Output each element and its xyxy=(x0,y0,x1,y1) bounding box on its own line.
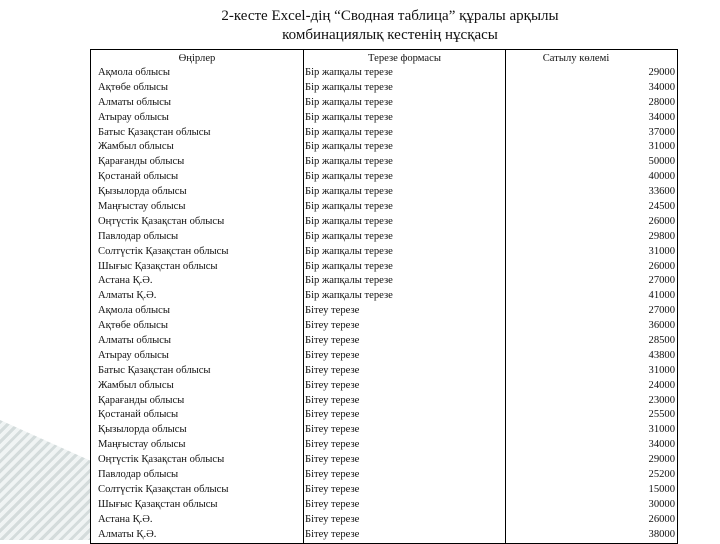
window-type-cell: Бітеу терезе xyxy=(305,498,360,510)
table-caption xyxy=(150,7,630,45)
table-row xyxy=(91,111,677,126)
table-row xyxy=(91,379,677,394)
window-type-cell: Бір жапқалы терезе xyxy=(305,260,393,272)
window-type-cell: Бір жапқалы терезе xyxy=(305,171,393,183)
table-row xyxy=(91,483,677,498)
table-row xyxy=(91,66,677,81)
sales-cell: 31000 xyxy=(648,364,675,376)
region-cell: Маңғыстау облысы xyxy=(98,201,186,213)
table-row xyxy=(91,468,677,483)
table-row xyxy=(91,170,677,185)
window-type-cell: Бітеу терезе xyxy=(305,513,360,525)
sales-cell: 34000 xyxy=(648,439,675,451)
table-row xyxy=(91,319,677,334)
table-row xyxy=(91,260,677,275)
table-row xyxy=(91,289,677,304)
sales-cell: 31000 xyxy=(648,141,675,153)
region-cell: Павлодар облысы xyxy=(98,230,179,242)
sales-cell: 23000 xyxy=(648,394,675,406)
region-cell: Қостанай облысы xyxy=(98,171,179,183)
sales-cell: 24500 xyxy=(648,201,675,213)
region-cell: Оңтүстік Қазақстан облысы xyxy=(98,454,225,466)
window-type-cell: Бітеу терезе xyxy=(305,394,360,406)
region-cell: Атырау облысы xyxy=(98,349,169,361)
sales-cell: 27000 xyxy=(648,305,675,317)
region-cell: Алматы Қ.Ә. xyxy=(98,528,157,540)
window-type-cell: Бітеу терезе xyxy=(305,439,360,451)
table-row xyxy=(91,96,677,111)
region-cell: Солтүстік Қазақстан облысы xyxy=(98,483,229,495)
window-type-cell: Бітеу терезе xyxy=(305,483,360,495)
table-row xyxy=(91,185,677,200)
region-cell: Ақмола облысы xyxy=(98,305,170,317)
region-cell: Ақмола облысы xyxy=(98,67,170,78)
sales-cell: 15000 xyxy=(648,483,675,495)
sales-cell: 28000 xyxy=(648,96,675,108)
table-row xyxy=(91,438,677,453)
table-row xyxy=(91,215,677,230)
region-cell: Алматы облысы xyxy=(98,96,172,108)
sales-cell: 29800 xyxy=(648,230,675,242)
window-type-cell: Бітеу терезе xyxy=(305,424,360,436)
sales-cell: 25200 xyxy=(648,469,675,481)
table-row xyxy=(91,498,677,513)
table-row xyxy=(91,200,677,215)
table-row xyxy=(91,334,677,349)
window-type-cell: Бір жапқалы терезе xyxy=(305,156,393,168)
region-cell: Павлодар облысы xyxy=(98,469,179,481)
sales-cell: 29000 xyxy=(648,454,675,466)
window-type-cell: Бір жапқалы терезе xyxy=(305,275,393,287)
sales-cell: 34000 xyxy=(648,81,675,93)
header-window-type: Терезе формасы xyxy=(368,53,441,64)
window-type-cell: Бітеу терезе xyxy=(305,409,360,421)
window-type-cell: Бір жапқалы терезе xyxy=(305,186,393,198)
table-row xyxy=(91,140,677,155)
region-cell: Маңғыстау облысы xyxy=(98,439,186,451)
table-row xyxy=(91,304,677,319)
window-type-cell: Бітеу терезе xyxy=(305,364,360,376)
table-row xyxy=(91,364,677,379)
table-row xyxy=(91,394,677,409)
header-region: Өңірлер xyxy=(178,53,216,64)
header-sales-volume: Сатылу көлемі xyxy=(542,53,610,64)
region-cell: Қарағанды облысы xyxy=(98,394,185,406)
sales-cell: 26000 xyxy=(648,215,675,227)
table-row xyxy=(91,245,677,260)
region-cell: Ақтөбе облысы xyxy=(98,320,168,332)
sales-cell: 26000 xyxy=(648,260,675,272)
table-body xyxy=(91,66,677,543)
table-row xyxy=(91,528,677,543)
window-type-cell: Бітеу терезе xyxy=(305,469,360,481)
region-cell: Қызылорда облысы xyxy=(98,424,187,436)
sales-cell: 36000 xyxy=(648,320,675,332)
sales-cell: 43800 xyxy=(648,349,675,361)
pivot-table xyxy=(90,49,678,544)
window-type-cell: Бітеу терезе xyxy=(305,454,360,466)
table-row xyxy=(91,513,677,528)
table-row xyxy=(91,126,677,141)
sales-cell: 40000 xyxy=(648,171,675,183)
region-cell: Батыс Қазақстан облысы xyxy=(98,126,211,138)
window-type-cell: Бір жапқалы терезе xyxy=(305,111,393,123)
table-row xyxy=(91,274,677,289)
table-row xyxy=(91,423,677,438)
window-type-cell: Бітеу терезе xyxy=(305,349,360,361)
table-row xyxy=(91,408,677,423)
sales-cell: 25500 xyxy=(648,409,675,421)
window-type-cell: Бітеу терезе xyxy=(305,528,360,540)
window-type-cell: Бір жапқалы терезе xyxy=(305,201,393,213)
region-cell: Қызылорда облысы xyxy=(98,186,187,198)
region-cell: Оңтүстік Қазақстан облысы xyxy=(98,215,225,227)
table-row xyxy=(91,155,677,170)
region-cell: Астана Қ.Ә. xyxy=(98,275,153,287)
region-cell: Ақтөбе облысы xyxy=(98,81,168,93)
sales-cell: 50000 xyxy=(648,156,675,168)
table-row xyxy=(91,230,677,245)
window-type-cell: Бітеу терезе xyxy=(305,335,360,347)
region-cell: Шығыс Қазақстан облысы xyxy=(98,260,218,272)
window-type-cell: Бітеу терезе xyxy=(305,379,360,391)
sales-cell: 27000 xyxy=(648,275,675,287)
window-type-cell: Бір жапқалы терезе xyxy=(305,126,393,138)
sales-cell: 33600 xyxy=(648,186,675,198)
window-type-cell: Бітеу терезе xyxy=(305,320,360,332)
sales-cell: 41000 xyxy=(648,290,675,302)
sales-cell: 28500 xyxy=(648,335,675,347)
window-type-cell: Бір жапқалы терезе xyxy=(305,96,393,108)
window-type-cell: Бір жапқалы терезе xyxy=(305,81,393,93)
table-row xyxy=(91,453,677,468)
region-cell: Қостанай облысы xyxy=(98,409,179,421)
sales-cell: 38000 xyxy=(648,528,675,540)
region-cell: Алматы Қ.Ә. xyxy=(98,290,157,302)
window-type-cell: Бір жапқалы терезе xyxy=(305,230,393,242)
sales-cell: 29000 xyxy=(648,67,675,78)
caption-line-2: комбинациялық кестенің нұсқасы xyxy=(282,27,498,43)
region-cell: Жамбыл облысы xyxy=(98,141,174,153)
table-row xyxy=(91,349,677,364)
region-cell: Солтүстік Қазақстан облысы xyxy=(98,245,229,257)
region-cell: Астана Қ.Ә. xyxy=(98,513,153,525)
sales-cell: 34000 xyxy=(648,111,675,123)
caption-line-1: 2-кесте Excel-дің “Сводная таблица” құралы арқылы xyxy=(221,8,559,24)
region-cell: Шығыс Қазақстан облысы xyxy=(98,498,218,510)
window-type-cell: Бір жапқалы терезе xyxy=(305,141,393,153)
window-type-cell: Бір жапқалы терезе xyxy=(305,67,393,78)
sales-cell: 30000 xyxy=(648,498,675,510)
window-type-cell: Бітеу терезе xyxy=(305,305,360,317)
sales-cell: 31000 xyxy=(648,245,675,257)
window-type-cell: Бір жапқалы терезе xyxy=(305,215,393,227)
table-row xyxy=(91,81,677,96)
region-cell: Батыс Қазақстан облысы xyxy=(98,364,211,376)
sales-cell: 37000 xyxy=(648,126,675,138)
sales-cell: 31000 xyxy=(648,424,675,436)
sales-cell: 26000 xyxy=(648,513,675,525)
region-cell: Атырау облысы xyxy=(98,111,169,123)
sales-cell: 24000 xyxy=(648,379,675,391)
region-cell: Жамбыл облысы xyxy=(98,379,174,391)
region-cell: Алматы облысы xyxy=(98,335,172,347)
window-type-cell: Бір жапқалы терезе xyxy=(305,245,393,257)
region-cell: Қарағанды облысы xyxy=(98,156,185,168)
window-type-cell: Бір жапқалы терезе xyxy=(305,290,393,302)
